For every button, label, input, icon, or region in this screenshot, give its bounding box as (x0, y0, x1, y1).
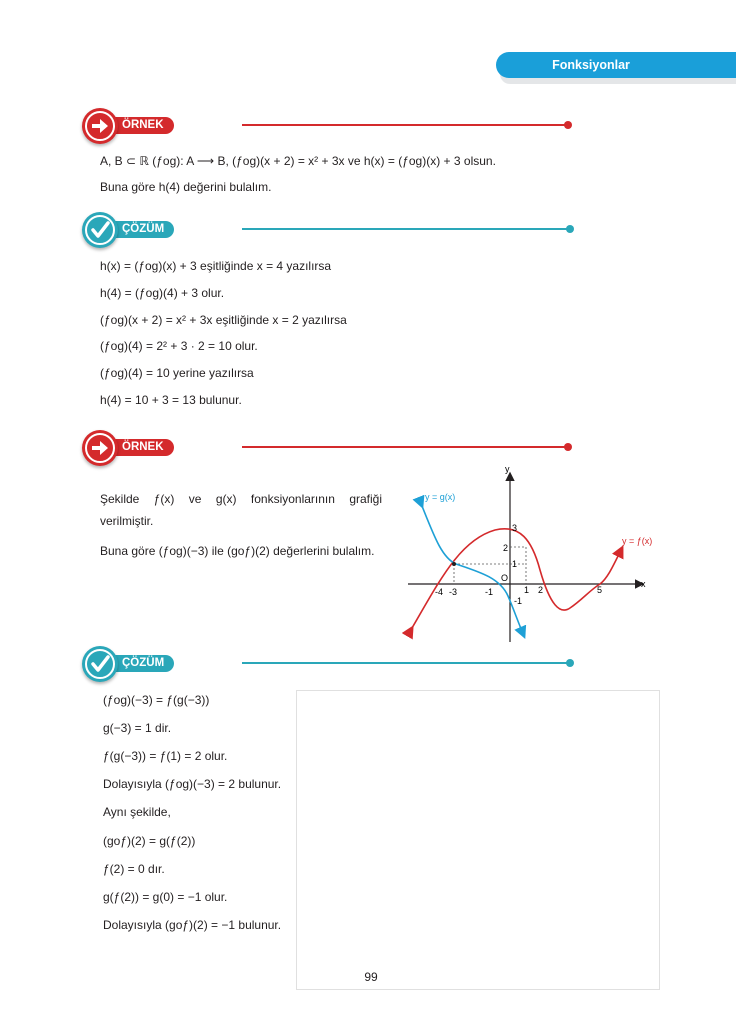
tick-label: -3 (449, 587, 458, 597)
tick-label: -1 (514, 596, 523, 606)
tick-label: 3 (512, 523, 518, 533)
function-graph (400, 460, 660, 650)
f-label: y = ƒ(x) (622, 536, 653, 546)
banner-line-dot (566, 659, 574, 667)
solution-2-line: Aynı şekilde, (103, 805, 171, 819)
example-label: ÖRNEK (114, 117, 174, 134)
f-curve (412, 529, 622, 628)
x-axis-label: x (641, 579, 646, 589)
solution-1-line: (ƒog)(x + 2) = x² + 3x eşitliğinde x = 2 yazılırsa (100, 313, 347, 327)
example-2-paragraph-2: Buna göre (ƒog)(−3) ile (goƒ)(2) değerlerini bulalım. (100, 544, 375, 558)
banner-line-dot (566, 225, 574, 233)
y-axis-label: y (505, 464, 510, 474)
example-label: ÖRNEK (114, 439, 174, 456)
tick-label: 2 (538, 585, 544, 595)
solution-2-line: ƒ(2) = 0 dır. (103, 862, 165, 876)
g-curve (422, 506, 524, 636)
origin-label: O (501, 573, 509, 583)
arrow-right-icon (88, 114, 112, 138)
tick-label: 1 (512, 559, 518, 569)
check-icon (88, 652, 112, 676)
banner-line (242, 446, 566, 448)
check-icon (88, 218, 112, 242)
solution-1-line: h(x) = (ƒog)(x) + 3 eşitliğinde x = 4 yazılırsa (100, 259, 332, 273)
chapter-title: Fonksiyonlar (552, 58, 630, 72)
banner-line-dot (564, 443, 572, 451)
solution-badge (82, 646, 118, 682)
banner-line (242, 124, 566, 126)
solution-2-line: (ƒog)(−3) = ƒ(g(−3)) (103, 693, 210, 707)
tick-label: 5 (597, 585, 603, 595)
banner-line-dot (564, 121, 572, 129)
solution-2-line: Dolayısıyla (goƒ)(2) = −1 bulunur. (103, 918, 282, 932)
solution-1-line: (ƒog)(4) = 10 yerine yazılırsa (100, 366, 254, 380)
intersection-point (452, 562, 456, 566)
solution-1-line: (ƒog)(4) = 2² + 3 · 2 = 10 olur. (100, 339, 258, 353)
example-2-paragraph-1: Şekilde ƒ(x) ve g(x) fonksiyonlarının grafiği verilmiştir. (100, 492, 382, 528)
example-badge (82, 430, 118, 466)
g-label: y = g(x) (425, 492, 456, 502)
tick-label: -1 (485, 587, 494, 597)
solution-1-line: h(4) = (ƒog)(4) + 3 olur. (100, 286, 225, 300)
solution-2-line: (goƒ)(2) = g(ƒ(2)) (103, 834, 196, 848)
banner-line (242, 228, 568, 230)
solution-2-line: Dolayısıyla (ƒog)(−3) = 2 bulunur. (103, 777, 282, 791)
solution-badge (82, 212, 118, 248)
solution-2-line: ƒ(g(−3)) = ƒ(1) = 2 olur. (103, 749, 228, 763)
tick-label: -4 (435, 587, 444, 597)
solution-2-line: g(−3) = 1 dir. (103, 721, 172, 735)
example-badge (82, 108, 118, 144)
page-number: 99 (364, 970, 378, 984)
example-1-line-1: A, B ⊂ ℝ (ƒog): A ⟶ B, (ƒog)(x + 2) = x² + 3x ve h(x) = (ƒog)(x) + 3 olsun. (100, 154, 496, 168)
solution-2-line: g(ƒ(2)) = g(0) = −1 olur. (103, 890, 228, 904)
banner-line (242, 662, 568, 664)
arrow-right-icon (88, 436, 112, 460)
example-1-line-2: Buna göre h(4) değerini bulalım. (100, 180, 272, 194)
solution-label: ÇÖZÜM (114, 655, 174, 672)
tick-label: 1 (524, 585, 530, 595)
solution-label: ÇÖZÜM (114, 221, 174, 238)
solution-1-line: h(4) = 10 + 3 = 13 bulunur. (100, 393, 242, 407)
solution-panel (296, 690, 660, 990)
tick-label: 2 (503, 543, 509, 553)
